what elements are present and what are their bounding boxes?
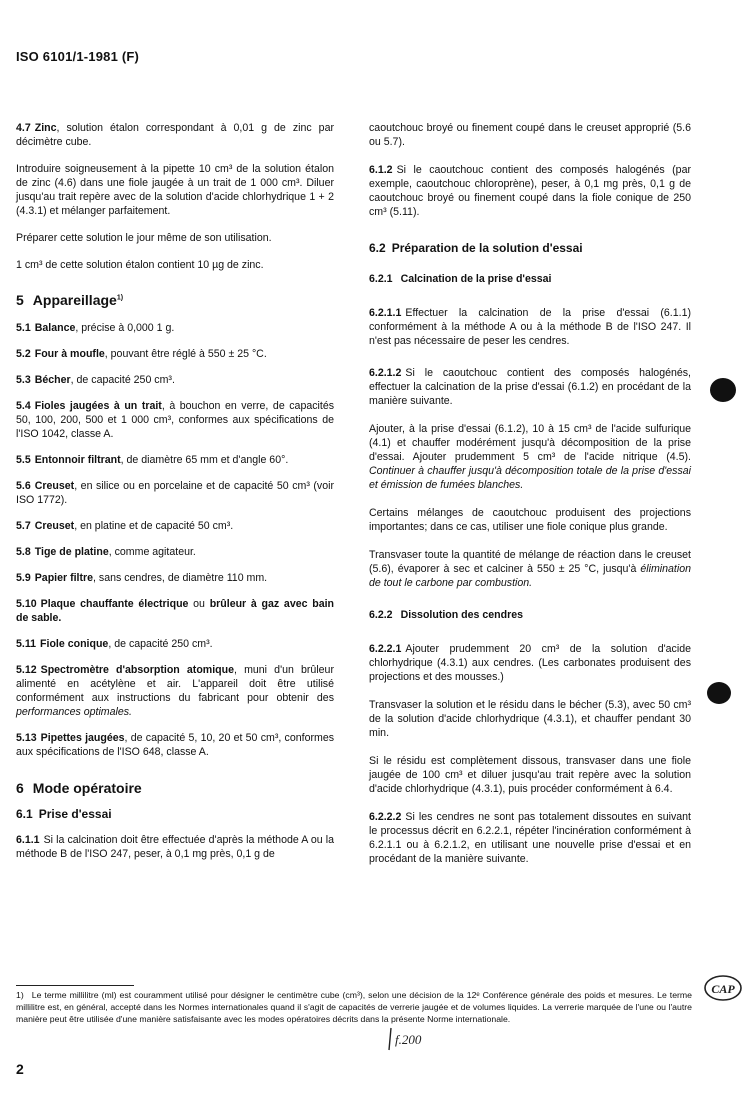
- footnote-divider: [16, 985, 134, 986]
- paragraph: Ajouter, à la prise d'essai (6.1.2), 10 à 15 cm³ de l'acide sulfurique (4.1) et chauffer modérément jusqu'à décomposition de la prise d'essai. Ajouter prudemment 5 cm³ de l'acide nitrique (4.5). Continuer à chauffer jusqu'à décomposition totale de la prise d'essai et émission de fumées blanches.: [369, 423, 691, 491]
- signature-icon: [385, 1024, 437, 1052]
- apparatus-item: 5.1 Balance, précise à 0,000 1 g.: [16, 322, 175, 334]
- section-6-heading: 6 Mode opératoire: [16, 780, 142, 796]
- document-header: ISO 6101/1-1981 (F): [16, 49, 140, 64]
- paragraph: Certains mélanges de caoutchouc produisent des projections importantes; dans ce cas, utiliser une fiole conique plus grande.: [369, 507, 691, 533]
- apparatus-item: 5.5 Entonnoir filtrant, de diamètre 65 mm et d'angle 60°.: [16, 454, 289, 466]
- ink-blot-mark: [710, 378, 736, 402]
- section-6-2-heading: 6.2 Préparation de la solution d'essai: [369, 241, 583, 255]
- section-6-1-heading: 6.1 Prise d'essai: [16, 807, 112, 821]
- apparatus-item: 5.11 Fiole conique, de capacité 250 cm³.: [16, 638, 213, 650]
- apparatus-item: 5.3 Bécher, de capacité 250 cm³.: [16, 374, 175, 386]
- paragraph: Si le résidu est complètement dissous, transvaser dans une fiole jaugée de 100 cm³ et diluer jusqu'au trait repère avec la solution d'acide chlorhydrique (4.3.1), puis procéder conformément à 6.4.: [369, 755, 691, 795]
- apparatus-item: 5.4 Fioles jaugées à un trait, à bouchon en verre, de capacités 50, 100, 200, 500 et 1 000 cm³, conformes aux spécifications de l'ISO 1042, classe A.: [16, 400, 335, 440]
- svg-text:CAP: CAP: [711, 982, 735, 996]
- section-6-2-2-2: 6.2.2.2 Si les cendres ne sont pas totalement dissoutes en suivant le processus décrit en 6.2.2.1, répéter l'incinération conformément à 6.2.1.1 ou à 6.2.1.2, en utilisant une nouvelle prise d'essai et en procédant de la manière suivante.: [369, 811, 691, 865]
- section-6-1-1: 6.1.1 Si la calcination doit être effectuée d'après la méthode A ou la méthode B de l'ISO 247, peser, à 0,1 mg près, 0,1 g de: [16, 834, 334, 860]
- paragraph: Préparer cette solution le jour même de son utilisation.: [16, 232, 272, 244]
- footnote: 1) Le terme millilitre (ml) est couramment utilisé pour désigner le centimètre cube (cm³), selon une décision de la 12ᵉ Conférence générale des poids et mesures. Le terme millilitre est, en général, accepté dans les Normes internationales quand il s'agit de capacités de verrerie jaugée et de volumes liquides. La verrerie marquée de l'une ou l'autre manière peut être utilisée d'une manière satisfaisante avec les modes opératoires décrits dans la présente Norme internationale.: [16, 990, 692, 1024]
- apparatus-list: [16, 321, 334, 759]
- section-6-1-2: 6.1.2 Si le caoutchouc contient des composés halogénés (par exemple, caoutchouc chloroprène), peser, à 0,1 mg près, 0,1 g de caoutchouc broyé ou finement coupé dans la fiole conique de 250 cm³ (5.11).: [369, 164, 691, 218]
- section-6-2-1-heading: 6.2.1 Calcination de la prise d'essai: [369, 273, 552, 285]
- apparatus-item: 5.7 Creuset, en platine et de capacité 50 cm³.: [16, 520, 234, 532]
- apparatus-item: 5.6 Creuset, en silice ou en porcelaine et de capacité 50 cm³ (voir ISO 1772).: [16, 480, 334, 506]
- paragraph: Transvaser la solution et le résidu dans le bécher (5.3), avec 50 cm³ de la solution d'acide chlorhydrique (4.3.1), et chauffer pendant 30 min.: [369, 699, 691, 739]
- svg-text:f.200: f.200: [395, 1032, 422, 1047]
- apparatus-item: 5.12 Spectromètre d'absorption atomique, muni d'un brûleur alimenté en acétylène et air. L'appareil doit être utilisé conformément aux instructions du fabricant pour obtenir des performances optimales.: [16, 664, 334, 718]
- ink-blot-mark: [707, 682, 731, 704]
- page-number: 2: [16, 1061, 24, 1077]
- apparatus-item: 5.10 Plaque chauffante électrique ou brûleur à gaz avec bain de sable.: [16, 598, 334, 624]
- apparatus-item: 5.9 Papier filtre, sans cendres, de diamètre 110 mm.: [16, 572, 268, 584]
- section-6-2-2-heading: 6.2.2 Dissolution des cendres: [369, 609, 524, 621]
- paragraph: 1 cm³ de cette solution étalon contient 10 µg de zinc.: [16, 259, 264, 271]
- handwritten-stamp-icon: [703, 974, 743, 1002]
- section-6-2-1-1: 6.2.1.1 Effectuer la calcination de la prise d'essai (6.1.1) conformément à la méthode A ou à la méthode B de l'ISO 247. Il n'est pas nécessaire de peser les cendres.: [369, 307, 691, 347]
- section-4-7: 4.7 Zinc, solution étalon correspondant à 0,01 g de zinc par décimètre cube.: [16, 122, 334, 148]
- paragraph: Introduire soigneusement à la pipette 10 cm³ de la solution étalon de zinc (4.6) dans une fiole jaugée à un trait de 1 000 cm³. Diluer jusqu'au trait repère avec de la solution d'acide chlorhydrique 1 + 2 (4.3.1) et mélanger parfaitement.: [16, 163, 334, 217]
- paragraph: Transvaser toute la quantité de mélange de réaction dans le creuset (5.6), évaporer à sec et calciner à 550 ± 25 °C, jusqu'à élimination de tout le carbone par combustion.: [369, 549, 691, 589]
- section-5-heading: 5 Appareillage$^{1)}$: [16, 292, 124, 308]
- apparatus-item: 5.2 Four à moufle, pouvant être réglé à 550 ± 25 °C.: [16, 348, 267, 360]
- apparatus-item: 5.13 Pipettes jaugées, de capacité 5, 10, 20 et 50 cm³, conformes aux spécifications de l'ISO 648, classe A.: [16, 732, 335, 758]
- section-6-2-2-1: 6.2.2.1 Ajouter prudemment 20 cm³ de la solution d'acide chlorhydrique (4.3.1) aux cendres. (Les carbonates produisent des projections et des mousses.): [369, 643, 691, 683]
- right-column: [369, 121, 691, 866]
- paragraph: caoutchouc broyé ou finement coupé dans le creuset approprié (5.6 ou 5.7).: [369, 122, 691, 148]
- left-column: [16, 121, 334, 861]
- section-6-2-1-2: 6.2.1.2 Si le caoutchouc contient des composés halogénés, effectuer la calcination de la prise d'essai (6.1.2) en procédant de la manière suivante.: [369, 367, 691, 407]
- apparatus-item: 5.8 Tige de platine, comme agitateur.: [16, 546, 196, 558]
